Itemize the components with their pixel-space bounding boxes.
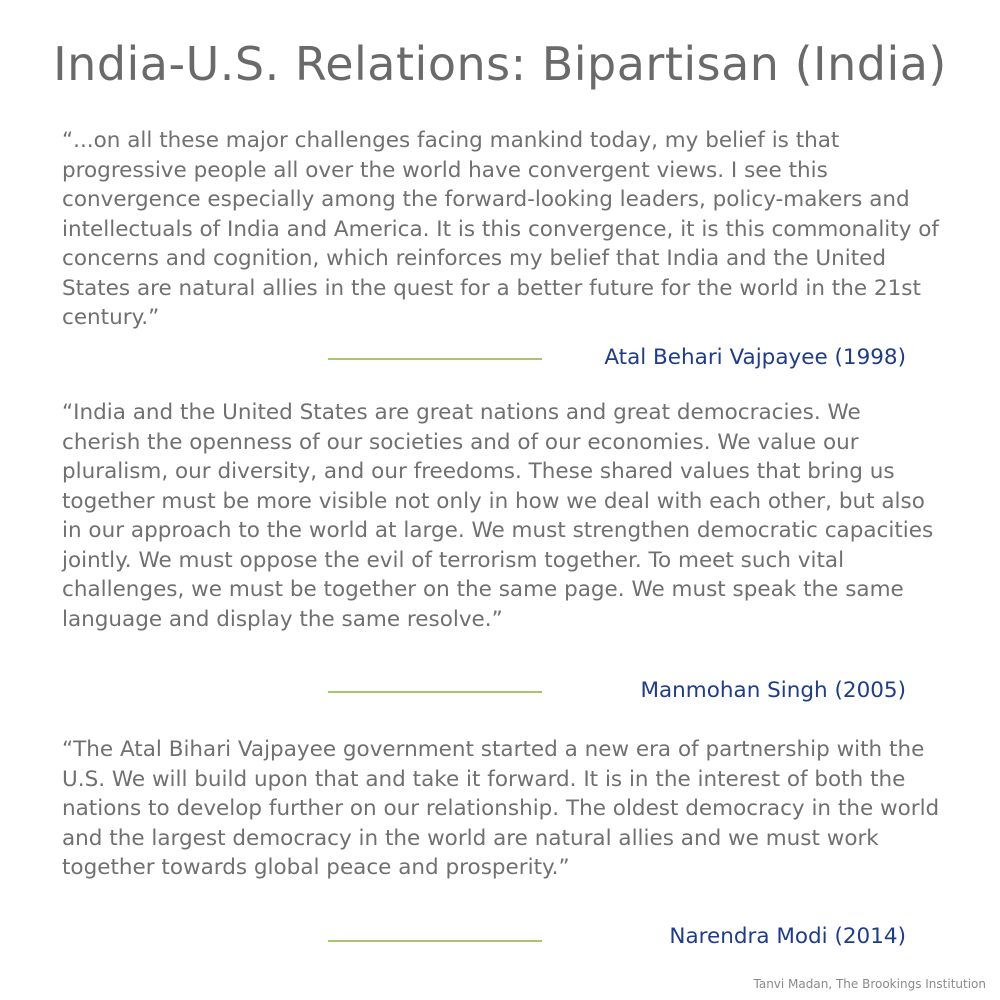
attribution-vajpayee: Atal Behari Vajpayee (1998) xyxy=(604,345,906,370)
attribution-singh: Manmohan Singh (2005) xyxy=(640,678,906,703)
divider-rule xyxy=(328,358,542,360)
divider-rule xyxy=(328,940,542,942)
page-title: India-U.S. Relations: Bipartisan (India) xyxy=(53,37,947,91)
quote-modi: “The Atal Bihari Vajpayee government started a new era of partnership with the U.S. We will build upon that and take it forward. It is in the interest of both the nations to develop further on our relationship. The oldest democracy in the world and the largest democracy in the world are natural allies and we must work together towards global peace and prosperity.” xyxy=(62,737,940,880)
source-credit: Tanvi Madan, The Brookings Institution xyxy=(753,977,986,991)
quote-vajpayee: “...on all these major challenges facing mankind today, my belief is that progressive people all over the world have convergent views. I see this convergence especially among the forward-looking leaders, policy-makers and intellectuals of India and America. It is this convergence, it is this commonality of concerns and cognition, which reinforces my belief that India and the United States are natural allies in the quest for a better future for the world in the 21st century.” xyxy=(62,128,939,330)
divider-rule xyxy=(328,691,542,693)
quote-singh: “India and the United States are great nations and great democracies. We cherish the openness of our societies and of our economies. We value our pluralism, our diversity, and our freedoms. These shared values that bring us together must be more visible not only in how we deal with each other, but also in our approach to the world at large. We must strengthen democratic capacities jointly. We must oppose the evil of terrorism together. To meet such vital challenges, we must be together on the same page. We must speak the same language and display the same resolve.” xyxy=(62,400,934,632)
attribution-modi: Narendra Modi (2014) xyxy=(669,924,906,949)
